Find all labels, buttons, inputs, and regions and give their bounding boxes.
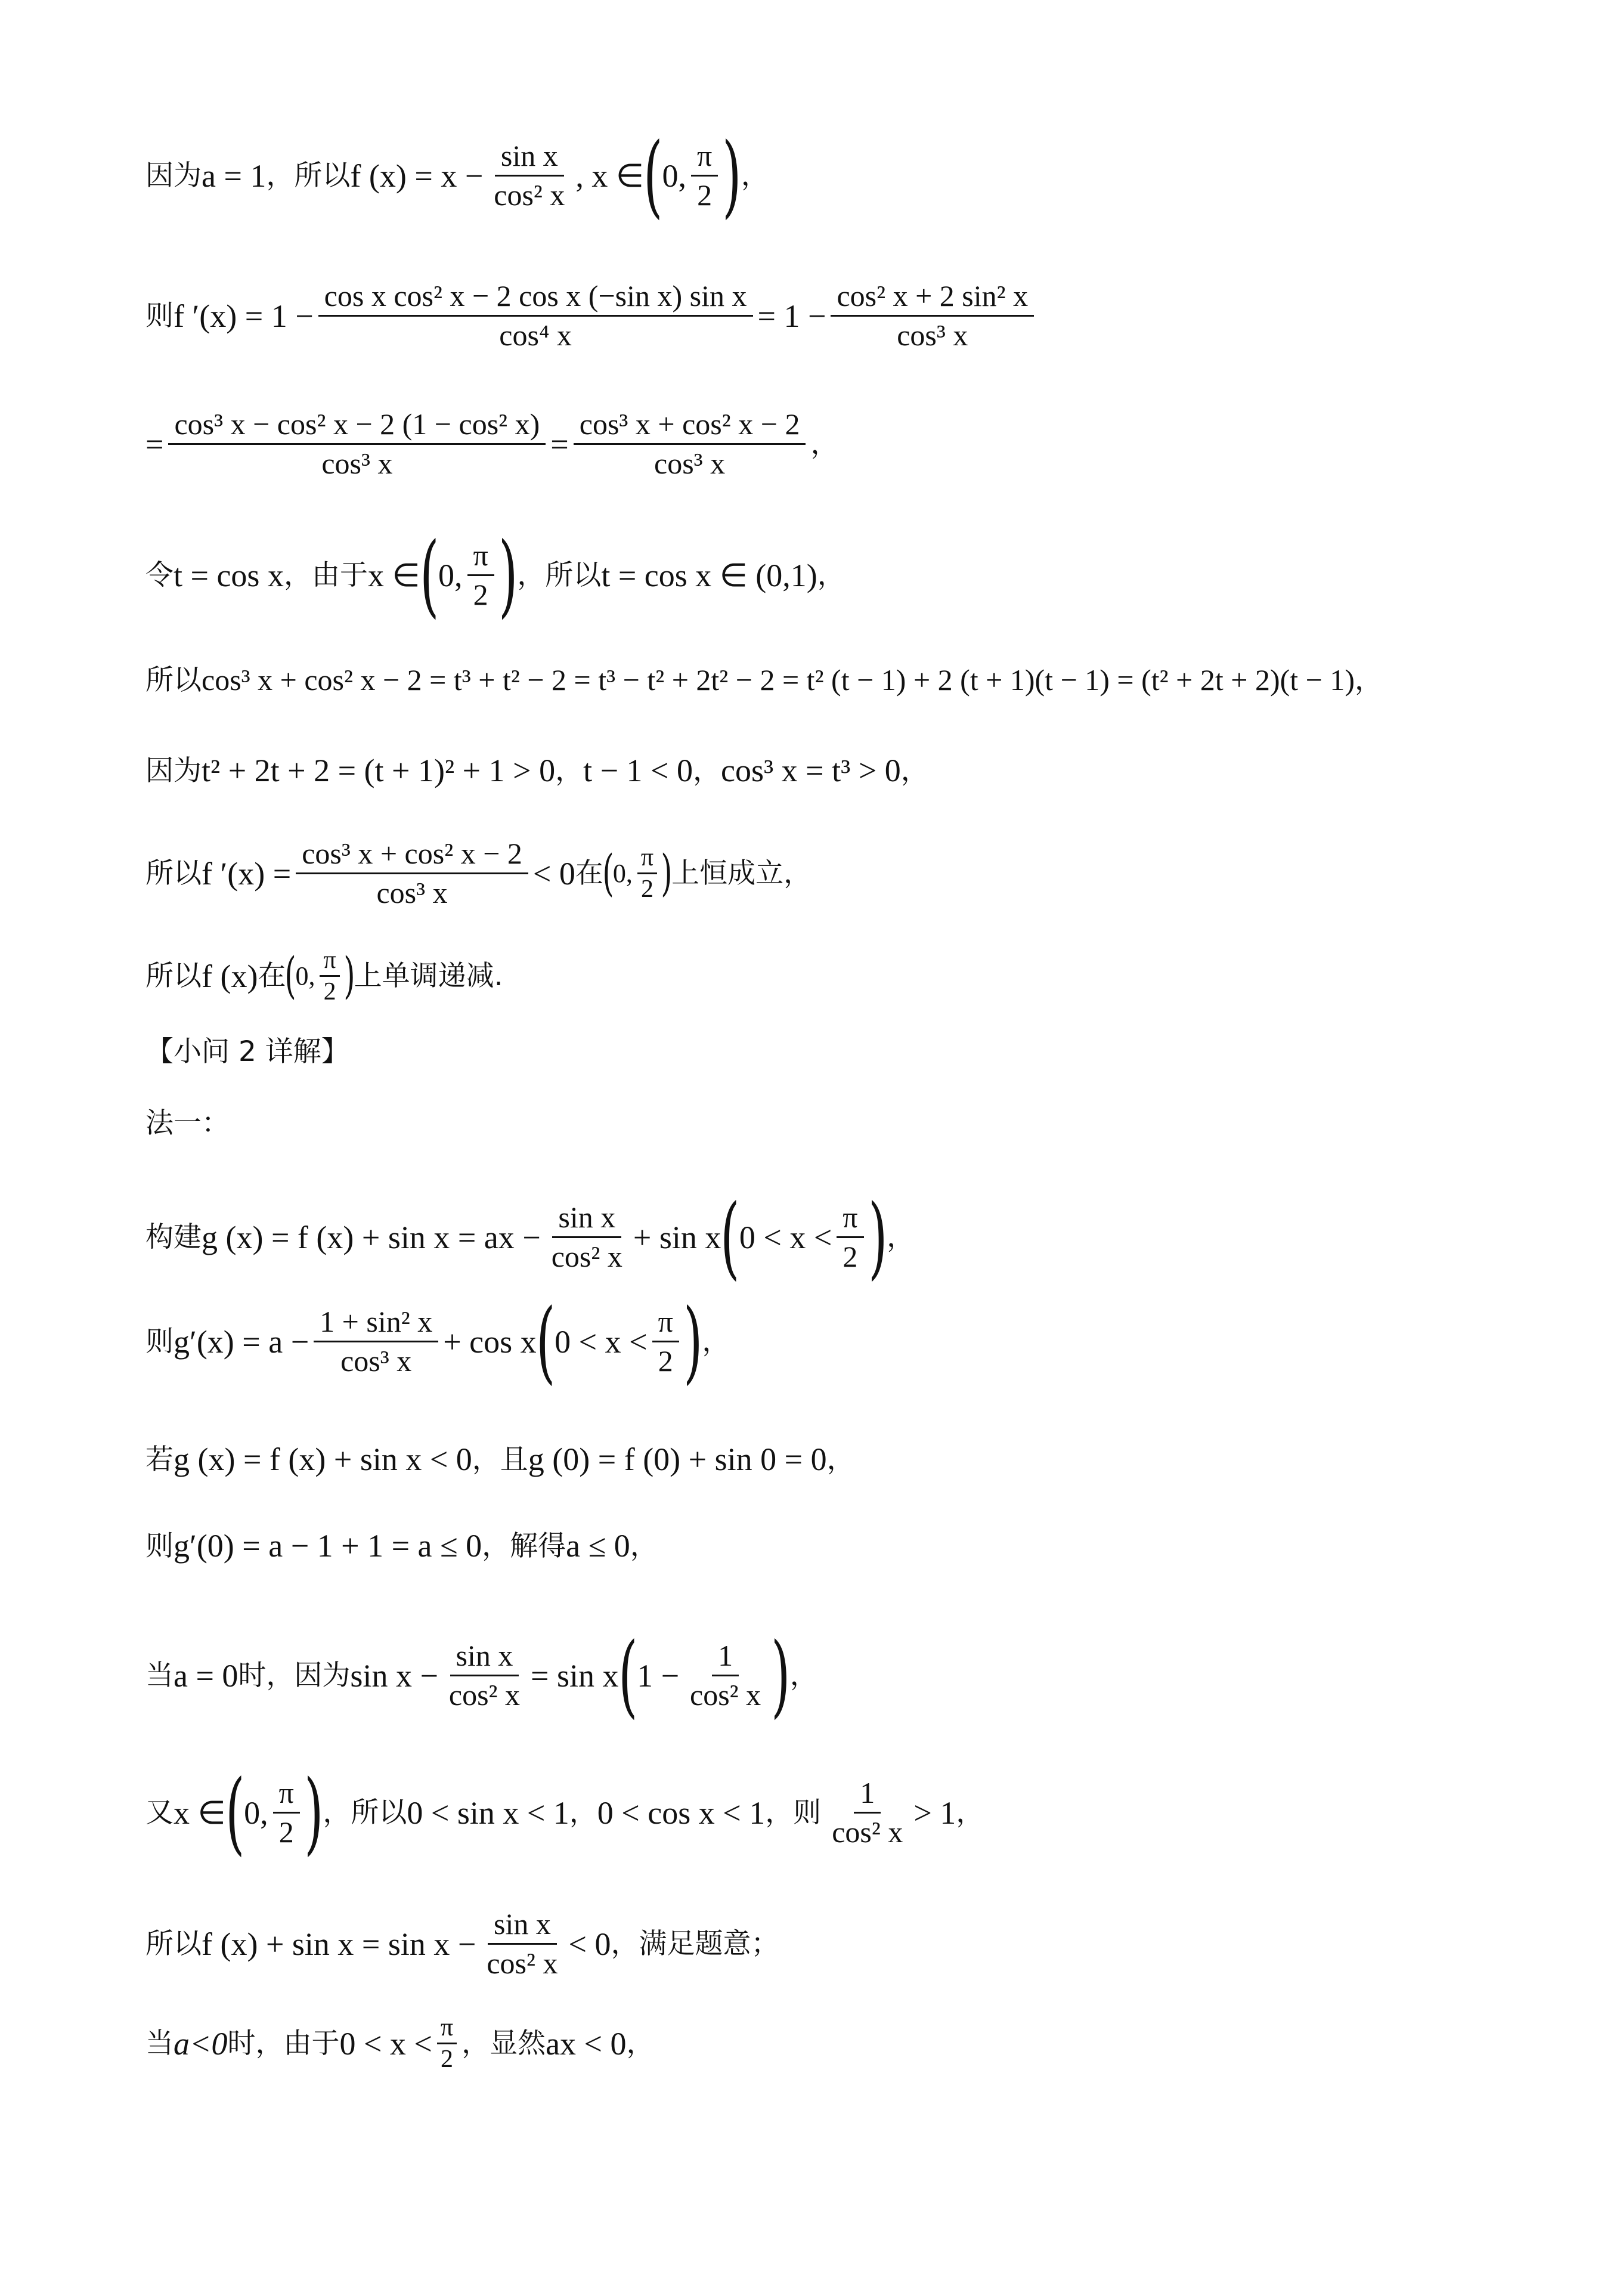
text: ， [826,1443,855,1476]
numerator: π [437,2013,457,2044]
denominator: 2 [440,2046,453,2074]
line-10 [145,1107,1516,1140]
math: = [550,426,569,462]
text: ，且 [472,1443,528,1476]
fraction [168,406,546,482]
fraction [831,277,1034,354]
numerator: cos² x + 2 sin² x [831,277,1034,317]
math: 0, [612,858,633,888]
numerator: π [691,137,718,177]
math: f ′(x) = [202,855,292,892]
denominator: cos³ x [897,318,968,352]
text: ，所以 [323,1796,407,1829]
text: 因为 [145,159,202,192]
numerator: π [837,1199,863,1238]
text: 当 [145,1659,174,1692]
text: ， [956,1796,984,1829]
math: 1 − [637,1657,680,1694]
numerator: cos³ x + cos² x − 2 [296,835,528,874]
math: 0 < cos x < 1 [597,1794,766,1831]
line-12 [145,1289,1516,1394]
fraction [691,137,718,214]
line-5 [145,665,1516,695]
math: 0, [244,1794,268,1831]
text: 上单调递减. [354,960,503,993]
left-paren: ( [225,1760,244,1865]
text: 在 [258,960,286,993]
math: g (x) = f (x) + sin x < 0 [174,1441,472,1477]
math: , x ∈ [575,157,644,194]
text: 所以 [145,857,202,890]
math: t = cos x ∈ (0,1) [601,557,817,593]
math: = [145,426,164,462]
fraction [318,277,753,354]
text: ， [887,1221,915,1254]
math: 0, [438,557,463,593]
text: ，所以 [517,559,602,592]
math: t − 1 < 0 [583,753,693,788]
right-paren: ) [498,523,518,627]
fraction [637,843,657,904]
fraction [481,1905,563,1982]
math: = sin x [531,1657,619,1694]
text: ， [702,1325,730,1358]
text: 则 [145,299,174,332]
denominator: cos² x [690,1678,761,1712]
denominator: cos³ x [376,876,448,909]
text: ， [569,1796,597,1829]
text: 时，由于 [227,2027,340,2060]
math: g′(0) = a − 1 + 1 = a ≤ 0 [174,1528,482,1564]
right-paren: ) [661,844,673,902]
fraction [652,1303,679,1380]
text: 则 [145,1325,174,1358]
left-paren: ( [284,947,297,1004]
line-3 [145,406,1516,482]
right-paren: ) [722,123,742,228]
numerator: sin x [488,1905,557,1945]
line-6 [145,754,1516,787]
method-label: 法一： [145,1107,230,1140]
line-7 [145,835,1516,912]
math: t = cos x [174,557,284,593]
line-17 [145,1905,1516,1982]
text: ， [555,754,584,787]
denominator: cos³ x [321,447,393,480]
math: a = 1 [202,157,267,194]
line-9 [145,1035,1516,1068]
denominator: cos³ x [654,447,726,480]
denominator: cos² x [832,1815,903,1849]
math: x ∈ [367,557,420,593]
text: 所以 [145,960,202,993]
left-paren: ( [602,844,614,902]
denominator: cos⁴ x [499,318,572,352]
fraction [837,1199,863,1276]
text: ，所以 [266,159,351,192]
text: 构建 [145,1221,202,1254]
numerator: cos³ x + cos² x − 2 [574,406,806,445]
text: ， [741,159,769,192]
math: < 0 [568,1926,611,1962]
text: ， [900,754,929,787]
line-13 [145,1443,1516,1475]
right-paren: ) [771,1623,791,1728]
math: ax < 0 [546,2025,627,2062]
right-paren: ) [343,947,355,1004]
math: g′(x) = a − [174,1323,309,1360]
text: 令 [145,559,174,592]
denominator: 2 [658,1344,673,1378]
math: + cos x [443,1323,537,1360]
text: ， [810,428,839,460]
line-11 [145,1185,1516,1289]
math: a = 0 [174,1657,239,1694]
text: 则 [145,1529,174,1562]
line-4 [145,523,1516,627]
denominator: cos³ x [340,1344,412,1378]
math: x ∈ [174,1794,226,1831]
numerator: sin x [552,1199,621,1238]
math: 0 < sin x < 1 [407,1794,569,1831]
numerator: cos³ x − cos² x − 2 (1 − cos² x) [168,406,546,445]
line-16 [145,1760,1516,1865]
text: ， [817,559,845,592]
math: cos³ x = t³ > 0 [721,753,901,788]
line-8 [145,945,1516,1007]
text: 又 [145,1796,174,1829]
fraction [443,1637,526,1714]
math: a ≤ 0 [566,1528,630,1564]
text: 在 [575,857,603,890]
math: = 1 − [757,298,826,334]
math: 0 < x < [339,2025,432,2062]
text: ， [630,1529,658,1562]
fraction [296,835,528,912]
denominator: 2 [843,1240,858,1273]
numerator: 1 + sin² x [314,1303,438,1342]
denominator: 2 [697,178,713,212]
right-paren: ) [303,1760,324,1865]
fraction [574,406,806,482]
left-paren: ( [419,523,439,627]
numerator: π [652,1303,679,1342]
denominator: cos² x [487,1947,558,1980]
fraction [467,537,494,614]
numerator: π [467,537,494,576]
numerator: cos x cos² x − 2 cos x (−sin x) sin x [318,277,753,317]
fraction [684,1637,767,1714]
fraction [546,1199,628,1276]
math: f (x) + sin x = sin x − [202,1926,476,1962]
line-2 [145,277,1516,354]
line-1 [145,123,1516,228]
math: a<0 [174,2025,228,2062]
math: cos³ x + cos² x − 2 = t³ + t² − 2 = t³ − t² + 2t² − 2 = t² (t − 1) + 2 (t + 1)(t − 1) = (t² + 2t + 2)(t − 1) [202,663,1355,697]
text: 时，因为 [238,1659,351,1692]
fraction [273,1774,300,1851]
text: ，满足题意； [611,1927,779,1960]
text: 所以 [145,1927,202,1960]
math: 0, [662,157,686,194]
math: 0, [295,961,315,991]
fraction [437,2013,457,2074]
text: 因为 [145,754,202,787]
text: 所以 [145,663,202,697]
math: g (x) = f (x) + sin x = ax − [202,1219,541,1255]
text: ，则 [765,1796,822,1829]
line-15 [145,1623,1516,1728]
math: f (x) [202,958,258,994]
math: > 1 [913,1794,956,1831]
numerator: π [637,843,657,874]
left-paren: ( [720,1185,740,1289]
math: t² + 2t + 2 = (t + 1)² + 1 > 0 [202,753,556,788]
numerator: π [273,1774,300,1814]
numerator: 1 [854,1774,881,1814]
math: f ′(x) = 1 − [174,298,314,334]
math: g (0) = f (0) + sin 0 = 0 [528,1441,827,1477]
text: ，显然 [461,2027,546,2060]
denominator: cos² x [494,178,565,212]
section-heading: 【小问 2 详解】 [145,1035,349,1068]
line-14 [145,1530,1516,1562]
fraction [314,1303,438,1380]
math: < 0 [532,855,575,892]
numerator: 1 [712,1637,739,1676]
right-paren: ) [868,1185,887,1289]
fraction [826,1774,909,1851]
left-paren: ( [643,123,663,228]
fraction [488,137,571,214]
text: ， [789,1659,818,1692]
numerator: sin x [450,1637,519,1676]
text: 若 [145,1443,174,1476]
math: 0 < x < [739,1219,832,1255]
math: f (x) = x − [350,157,484,194]
denominator: 2 [640,875,653,903]
numerator: sin x [495,137,564,177]
math: sin x − [350,1657,438,1694]
text: ，由于 [283,559,368,592]
denominator: 2 [278,1815,294,1849]
math: 0 < x < [555,1323,648,1360]
text: 上恒成立， [671,857,812,890]
math: + sin x [633,1219,721,1255]
left-paren: ( [535,1289,556,1394]
left-paren: ( [618,1623,637,1728]
text: ， [626,2027,655,2060]
text: ，解得 [482,1529,566,1562]
denominator: cos² x [448,1678,521,1712]
denominator: cos² x [551,1240,622,1273]
numerator: π [320,945,339,977]
text: ， [1354,663,1383,697]
line-18 [145,2013,1516,2074]
text: ， [693,754,721,787]
denominator: 2 [473,578,488,611]
fraction [320,945,339,1007]
denominator: 2 [323,978,336,1006]
text: 当 [145,2027,174,2060]
right-paren: ) [683,1289,703,1394]
